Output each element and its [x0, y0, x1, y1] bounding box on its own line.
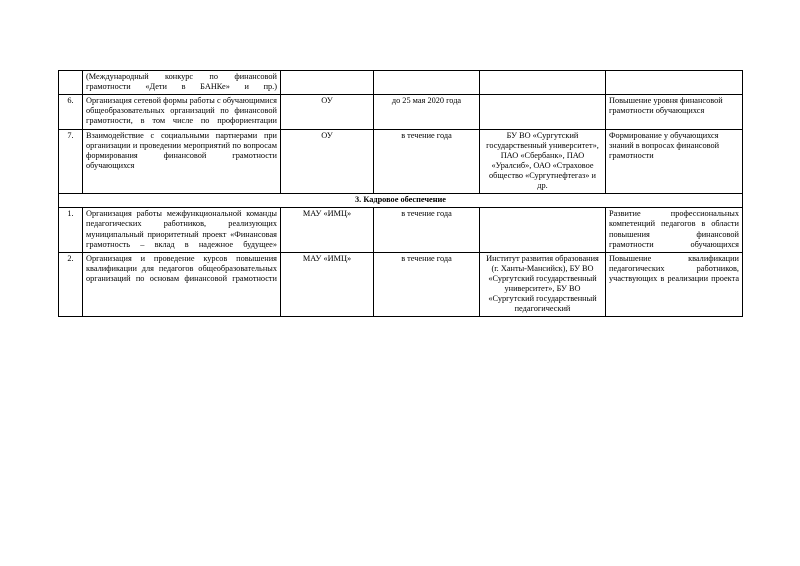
table-row: [59, 252, 743, 317]
row-executor: МАУ «ИМЦ»: [281, 252, 374, 317]
row-event: Организация сетевой формы работы с обучающимися общеобразовательных организаций по финансовой грамотности, в том числе по профориентации: [83, 95, 281, 129]
row-participants: Институт развития образования (г. Ханты-Мансийск), БУ ВО «Сургутский государственный университет», БУ ВО «Сургутский государственный педагогический: [480, 252, 606, 317]
row-event: Взаимодействие с социальными партнерами при организации и проведении мероприятий по вопросам формирования финансовой грамотности обучающихся: [83, 129, 281, 194]
row-participants: [480, 95, 606, 129]
row-result: Повышение квалификации педагогических работников, участвующих в реализации проекта: [606, 252, 743, 317]
row-number: [59, 71, 83, 95]
row-result: [606, 71, 743, 95]
row-number: 7.: [59, 129, 83, 194]
row-result: Развитие профессиональных компетенций педагогов в области повышения финансовой грамотности обучающихся: [606, 208, 743, 252]
row-term: в течение года: [374, 129, 480, 194]
row-participants: [480, 71, 606, 95]
row-executor: МАУ «ИМЦ»: [281, 208, 374, 252]
row-term: в течение года: [374, 252, 480, 317]
row-number: 2.: [59, 252, 83, 317]
row-event: (Международный конкурс по финансовой грамотности «Дети в БАНКе» и пр.): [83, 71, 281, 95]
row-number: 6.: [59, 95, 83, 129]
row-participants: БУ ВО «Сургутский государственный университет», ПАО «Сбербанк», ПАО «Уралсиб», ОАО «Страховое общество «Сургутнефтегаз» и др.: [480, 129, 606, 194]
table-row: [59, 129, 743, 194]
section-title: 3. Кадровое обеспечение: [59, 194, 743, 208]
plan-table: [58, 70, 743, 317]
row-participants: [480, 208, 606, 252]
row-number: 1.: [59, 208, 83, 252]
table-row: [59, 71, 743, 95]
section-header-row: [59, 194, 743, 208]
table-row: [59, 95, 743, 129]
row-result: Формирование у обучающихся знаний в вопросах финансовой грамотности: [606, 129, 743, 194]
row-executor: [281, 71, 374, 95]
row-term: в течение года: [374, 208, 480, 252]
row-executor: ОУ: [281, 95, 374, 129]
row-executor: ОУ: [281, 129, 374, 194]
row-event: Организация и проведение курсов повышения квалификации для педагогов общеобразовательных организаций по основам финансовой грамотности: [83, 252, 281, 317]
row-term: [374, 71, 480, 95]
row-term: до 25 мая 2020 года: [374, 95, 480, 129]
row-result: Повышение уровня финансовой грамотности обучающихся: [606, 95, 743, 129]
table-row: [59, 208, 743, 252]
row-event: Организация работы межфункциональной команды педагогических работников, реализующих муниципальный приоритетный проект «Финансовая грамотность – вклад в надежное будущее»: [83, 208, 281, 252]
